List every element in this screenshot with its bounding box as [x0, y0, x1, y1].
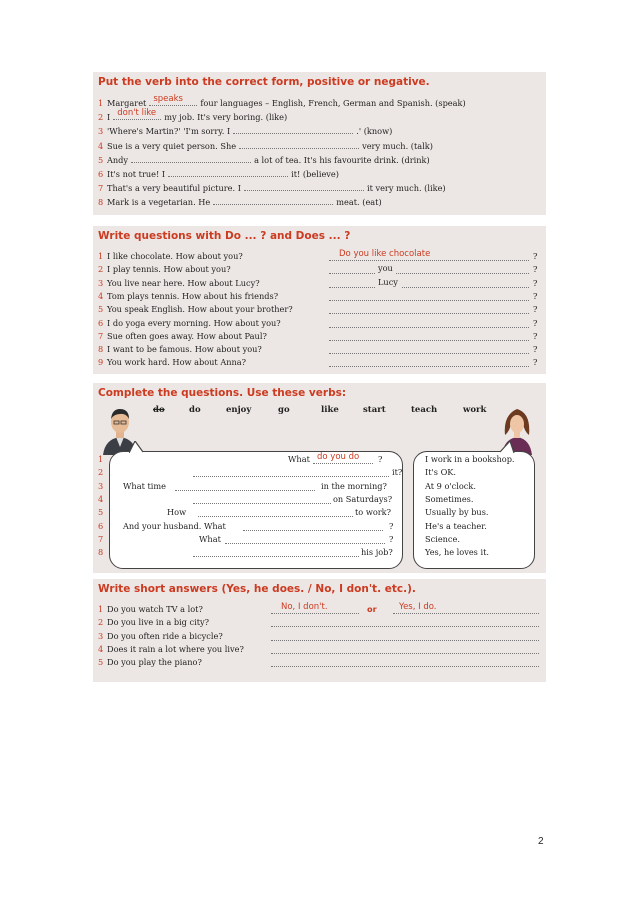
bubble-tail-icon [498, 441, 518, 453]
exercise-title: Put the verb into the correct form, positive or negative. [98, 76, 430, 88]
item-number: 7 [98, 533, 104, 544]
answer-text: He's a teacher. [425, 520, 487, 531]
item-number: 2 [98, 264, 104, 275]
item-text: I do yoga every morning. How about you? [107, 317, 281, 328]
exercise-row [98, 277, 260, 289]
item-text: my job. It's very boring. (like) [164, 112, 288, 123]
verb: do [189, 405, 201, 415]
item-text: Tom plays tennis. How about his friends? [107, 290, 279, 301]
item-number: 9 [98, 357, 104, 368]
item-number: 2 [98, 617, 104, 628]
question-text: in the morning? [321, 480, 387, 491]
exercise-row [98, 330, 267, 342]
answer-line[interactable] [329, 303, 529, 314]
question-text: What [199, 533, 221, 544]
answer-line[interactable] [198, 507, 353, 517]
exercise-row [98, 616, 209, 628]
exercise-short-answers [93, 579, 546, 682]
exercise-row [98, 167, 339, 179]
question-mark: ? [533, 357, 538, 368]
item-text: You speak English. How about your brother? [107, 304, 293, 315]
item-number: 8 [98, 344, 104, 355]
question-text: What [288, 454, 310, 464]
question-text: How [167, 507, 187, 518]
question-text: it? [392, 467, 403, 478]
item-number: 5 [98, 657, 104, 668]
exercise-row [98, 263, 231, 275]
question-mark: ? [533, 330, 538, 341]
answer-text: I work in a bookshop. [425, 454, 515, 464]
answer-line[interactable] [329, 290, 529, 301]
question-text: And your husband. What [123, 520, 226, 531]
item-text: Does it rain a lot where you live? [107, 643, 244, 654]
answer-line[interactable] [329, 356, 529, 367]
answer-line[interactable] [329, 317, 529, 328]
answer-text: Usually by bus. [425, 507, 489, 518]
question-mark: ? [533, 264, 538, 275]
item-number: 7 [98, 330, 104, 341]
item-text: very much. (talk) [362, 140, 433, 151]
exercise-row [98, 303, 293, 315]
item-number: 3 [98, 277, 104, 288]
item-number: 1 [98, 98, 104, 108]
item-number: 5 [98, 507, 104, 518]
answer-line[interactable] [271, 643, 539, 654]
prompt-word: Lucy [375, 276, 401, 288]
exercise-row [98, 124, 392, 136]
question-text: ? [378, 454, 383, 464]
answer-line[interactable] [193, 547, 359, 557]
answer-line[interactable] [175, 481, 315, 491]
item-number: 4 [98, 643, 104, 654]
item-number: 4 [98, 140, 104, 151]
item-number: 3 [98, 126, 104, 137]
answer-line[interactable] [393, 603, 539, 614]
exercise-title: Complete the questions. Use these verbs: [98, 387, 347, 399]
item-text: I [107, 112, 111, 123]
exercise-row [98, 96, 466, 108]
answer-blank[interactable] [168, 167, 288, 177]
item-number: 3 [98, 630, 104, 641]
answer-line[interactable] [243, 521, 383, 531]
question-text: on Saturdays? [333, 493, 393, 504]
exercise-row [98, 181, 446, 193]
verb: work [463, 405, 487, 415]
item-text: I want to be famous. How about you? [107, 344, 262, 355]
answer-line[interactable] [329, 330, 529, 341]
page-number: 2 [538, 836, 544, 847]
exercise-row [98, 290, 278, 302]
answer-blank[interactable] [244, 181, 364, 191]
item-number: 1 [98, 604, 104, 614]
answer-line[interactable] [271, 630, 539, 641]
answer-line[interactable] [329, 250, 529, 261]
prompt-word: you [375, 262, 396, 274]
verb: go [278, 405, 290, 415]
exercise-row [98, 356, 246, 368]
item-number: 3 [98, 480, 104, 491]
verb: start [363, 405, 386, 415]
answer-text: Science. [425, 533, 460, 544]
item-text: Do you live in a big city? [107, 617, 210, 628]
item-text: it very much. (like) [366, 183, 446, 194]
question-mark: ? [533, 290, 538, 301]
answer-line[interactable] [313, 454, 373, 464]
question-mark: ? [533, 277, 538, 288]
exercise-row [98, 343, 262, 355]
item-number: 6 [98, 520, 104, 531]
answer-blank[interactable] [213, 195, 333, 205]
item-text: Do you play the piano? [107, 657, 202, 668]
item-text: four languages – English, French, German and Spanish. (speak) [200, 98, 466, 108]
item-number: 5 [98, 304, 104, 315]
item-text: Margaret [107, 98, 147, 108]
exercise-complete-questions [93, 383, 546, 573]
handwritten-answer: Do you like chocolate [339, 249, 431, 259]
item-text: You live near here. How about Lucy? [107, 277, 260, 288]
handwritten-answer: No, I don't. [281, 602, 328, 612]
item-number: 4 [98, 493, 104, 504]
answer-line[interactable] [225, 534, 385, 544]
item-text: Do you often ride a bicycle? [107, 630, 223, 641]
verb: do [153, 405, 165, 415]
exercise-title: Write short answers (Yes, he does. / No, I don't. etc.). [98, 583, 416, 595]
item-text: Andy [107, 154, 129, 165]
bubble-tail-icon [129, 441, 149, 453]
item-text: 'Where's Martin?' 'I'm sorry. I [107, 126, 231, 137]
answer-blank[interactable] [149, 96, 197, 106]
answer-line[interactable] [193, 467, 389, 477]
answer-blank[interactable] [233, 124, 353, 134]
question-text: his job? [361, 547, 393, 558]
item-number: 5 [98, 154, 104, 165]
answer-line[interactable] [271, 603, 359, 614]
answer-text: Yes, he loves it. [425, 547, 489, 558]
exercise-row [98, 317, 281, 329]
question-text: What time [123, 480, 166, 491]
answer-blank[interactable] [239, 139, 359, 149]
item-text: Sue often goes away. How about Paul? [107, 330, 267, 341]
item-text: Do you watch TV a lot? [107, 604, 203, 614]
verb: teach [411, 405, 438, 415]
exercise-row [98, 603, 203, 615]
item-number: 6 [98, 317, 104, 328]
answer-text: At 9 o'clock. [425, 480, 476, 491]
exercise-do-does-questions [93, 226, 546, 374]
exercise-row [98, 250, 243, 262]
answer-text: Sometimes. [425, 493, 474, 504]
item-text: I play tennis. How about you? [107, 264, 231, 275]
item-text: a lot of tea. It's his favourite drink. (drink) [254, 154, 430, 165]
handwritten-answer: Yes, I do. [399, 602, 437, 612]
item-number: 1 [98, 454, 104, 464]
answer-line[interactable] [271, 656, 539, 667]
answer-line[interactable] [193, 494, 331, 504]
exercise-row [98, 153, 430, 165]
item-text: You work hard. How about Anna? [107, 357, 247, 368]
item-number: 4 [98, 290, 104, 301]
exercise-row [98, 656, 202, 668]
verb: like [321, 405, 339, 415]
or-label: or [367, 604, 377, 614]
item-text: it! (believe) [291, 169, 339, 179]
question-text: ? [389, 520, 394, 531]
exercise-row [98, 630, 223, 642]
exercise-row [98, 110, 287, 122]
item-text: .' (know) [356, 126, 393, 137]
item-text: Mark is a vegetarian. He [107, 197, 211, 208]
item-number: 2 [98, 467, 104, 478]
question-text: ? [389, 533, 394, 544]
handwritten-answer: speaks [153, 94, 183, 104]
item-text: It's not true! I [107, 169, 166, 179]
item-number: 8 [98, 547, 104, 558]
handwritten-answer: don't like [117, 108, 157, 119]
answer-blank[interactable] [131, 153, 251, 163]
answer-text: It's OK. [425, 467, 457, 478]
handwritten-answer: do you do [317, 452, 360, 462]
item-text: I like chocolate. How about you? [107, 251, 243, 261]
exercise-row [98, 139, 433, 151]
item-text: That's a very beautiful picture. I [107, 183, 241, 194]
verb: enjoy [226, 405, 252, 415]
question-mark: ? [533, 344, 538, 355]
question-text: to work? [355, 507, 392, 518]
answer-line[interactable] [329, 263, 529, 274]
item-number: 8 [98, 197, 104, 208]
question-mark: ? [533, 317, 538, 328]
question-mark: ? [533, 304, 538, 315]
item-number: 1 [98, 251, 104, 261]
item-number: 2 [98, 112, 104, 123]
item-text: meat. (eat) [336, 197, 382, 208]
exercise-row [98, 195, 382, 207]
exercise-title: Write questions with Do ... ? and Does ... ? [98, 230, 351, 242]
exercise-row [98, 643, 244, 655]
item-number: 7 [98, 183, 104, 194]
exercise-verb-forms [93, 72, 546, 215]
answer-blank[interactable] [113, 110, 161, 120]
item-number: 6 [98, 169, 104, 179]
item-text: Sue is a very quiet person. She [107, 140, 237, 151]
question-mark: ? [533, 251, 538, 261]
answer-line[interactable] [271, 616, 539, 627]
answer-line[interactable] [329, 343, 529, 354]
answer-line[interactable] [329, 277, 529, 288]
